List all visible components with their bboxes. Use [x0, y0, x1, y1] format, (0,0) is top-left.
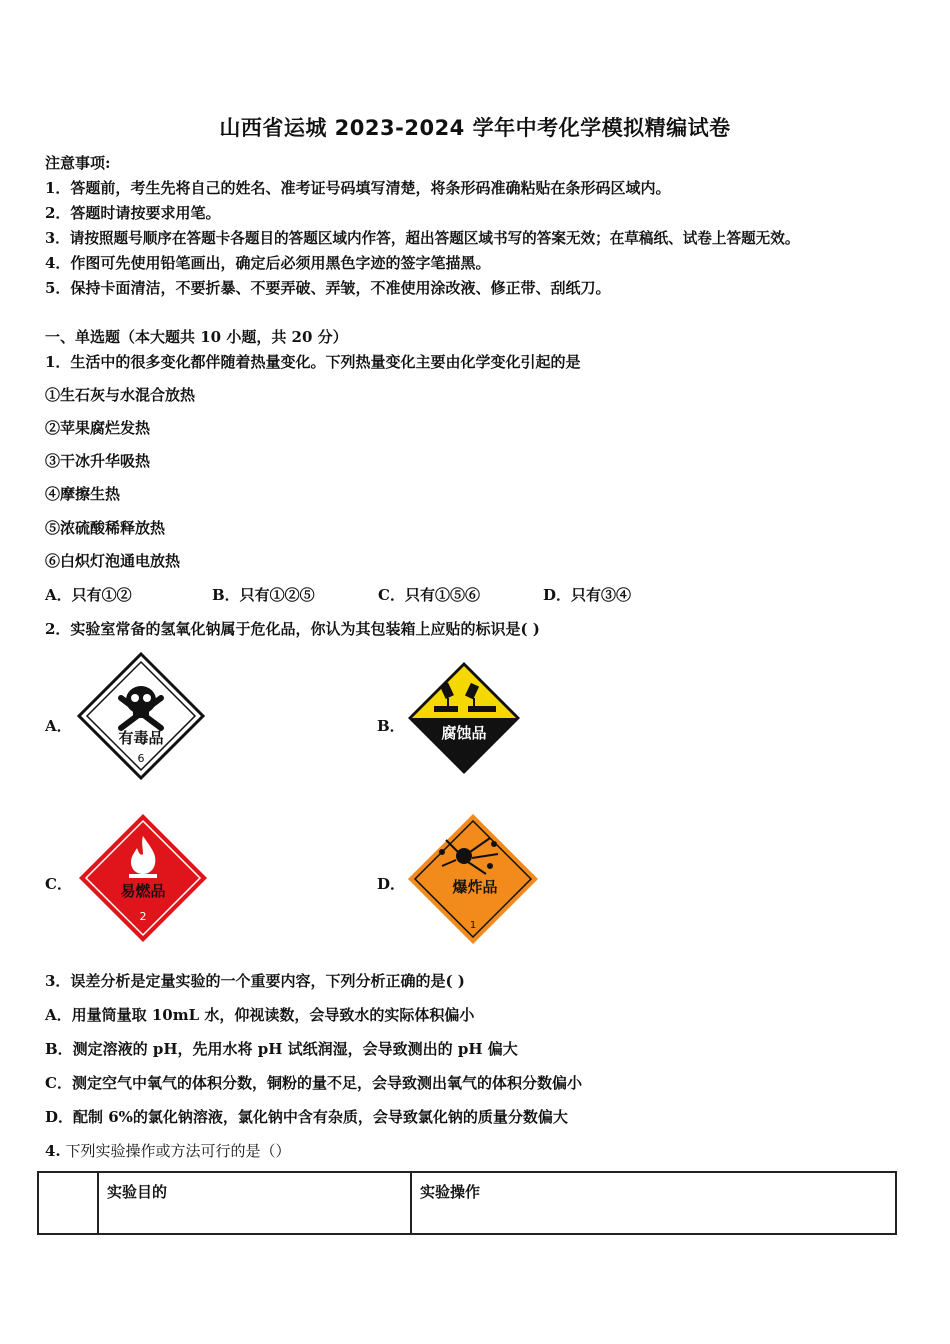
note-item: 1．答题前，考生先将自己的姓名、准考证号码填写清楚，将条形码准确粘贴在条形码区域内。	[45, 179, 671, 197]
note-item: 2．答题时请按要求用笔。	[45, 204, 221, 222]
q3-stem: 3．误差分析是定量实验的一个重要内容，下列分析正确的是( )	[45, 972, 465, 990]
toxic-sign	[77, 652, 205, 780]
q2-label-d: D．	[377, 875, 406, 893]
table-header-cell	[38, 1172, 98, 1234]
q1-item: ①生石灰与水混合放热	[45, 386, 196, 404]
sign-text: 腐蚀品	[441, 724, 487, 742]
section-heading: 一、单选题（本大题共 10 小题，共 20 分）	[45, 328, 348, 346]
q1-option-b: B．只有①②⑤	[212, 586, 315, 604]
q3-option-d: D．配制 6%的氯化钠溶液，氯化钠中含有杂质，会导致氯化钠的质量分数偏大	[45, 1108, 568, 1126]
sign-number: 1	[469, 920, 477, 931]
q3-option-a: A．用量筒量取 10mL 水，仰视读数，会导致水的实际体积偏小	[45, 1006, 475, 1024]
q3-option-c: C．测定空气中氧气的体积分数，铜粉的量不足，会导致测出氧气的体积分数偏小	[45, 1074, 582, 1092]
flammable-sign	[77, 812, 209, 944]
notes-heading: 注意事项:	[45, 154, 111, 172]
q2-label-c: C．	[45, 875, 72, 893]
q1-item: ③干冰升华吸热	[45, 452, 151, 470]
note-item: 3．请按照题号顺序在答题卡各题目的答题区域内作答，超出答题区域书写的答案无效；在草稿纸、试卷上答题无效。	[45, 230, 800, 247]
q2-stem: 2．实验室常备的氢氧化钠属于危化品，你认为其包装箱上应贴的标识是( )	[45, 620, 540, 638]
q1-option-a: A．只有①②	[45, 586, 132, 604]
table-header-cell: 实验目的	[98, 1172, 411, 1234]
sign-number: 2	[139, 910, 147, 923]
sign-number: 6	[137, 752, 145, 765]
q1-stem: 1．生活中的很多变化都伴随着热量变化。下列热量变化主要由化学变化引起的是	[45, 353, 581, 371]
q1-option-c: C．只有①⑤⑥	[378, 586, 480, 604]
explosive-sign	[406, 812, 540, 946]
table-header-cell: 实验操作	[411, 1172, 896, 1234]
q1-item: ⑥白炽灯泡通电放热	[45, 552, 181, 570]
q2-label-b: B．	[377, 717, 405, 735]
q3-option-b: B．测定溶液的 pH，先用水将 pH 试纸润湿，会导致测出的 pH 偏大	[45, 1040, 518, 1058]
q4-number: 4.	[45, 1142, 61, 1160]
q1-item: ⑤浓硫酸稀释放热	[45, 519, 166, 537]
note-item: 4．作图可先使用铅笔画出，确定后必须用黑色字迹的签字笔描黑。	[45, 254, 491, 272]
q1-item: ④摩擦生热	[45, 485, 121, 503]
sign-text: 易燃品	[120, 882, 166, 900]
q1-option-d: D．只有③④	[543, 586, 632, 604]
q4-table	[37, 1171, 897, 1235]
q1-item: ②苹果腐烂发热	[45, 419, 151, 437]
table-header-row	[38, 1172, 896, 1234]
q4-question	[45, 1140, 290, 1161]
q2-label-a: A．	[45, 717, 72, 735]
sign-text: 爆炸品	[452, 878, 498, 896]
note-item: 5．保持卡面清洁，不要折暴、不要弄破、弄皱，不准使用涂改液、修正带、刮纸刀。	[45, 279, 611, 297]
page-title: 山西省运城 2023-2024 学年中考化学模拟精编试卷	[219, 116, 731, 140]
sign-text: 有毒品	[118, 729, 164, 747]
q4-stem: 下列实验操作或方法可行的是（）	[65, 1142, 291, 1160]
corrosive-sign	[406, 660, 522, 776]
